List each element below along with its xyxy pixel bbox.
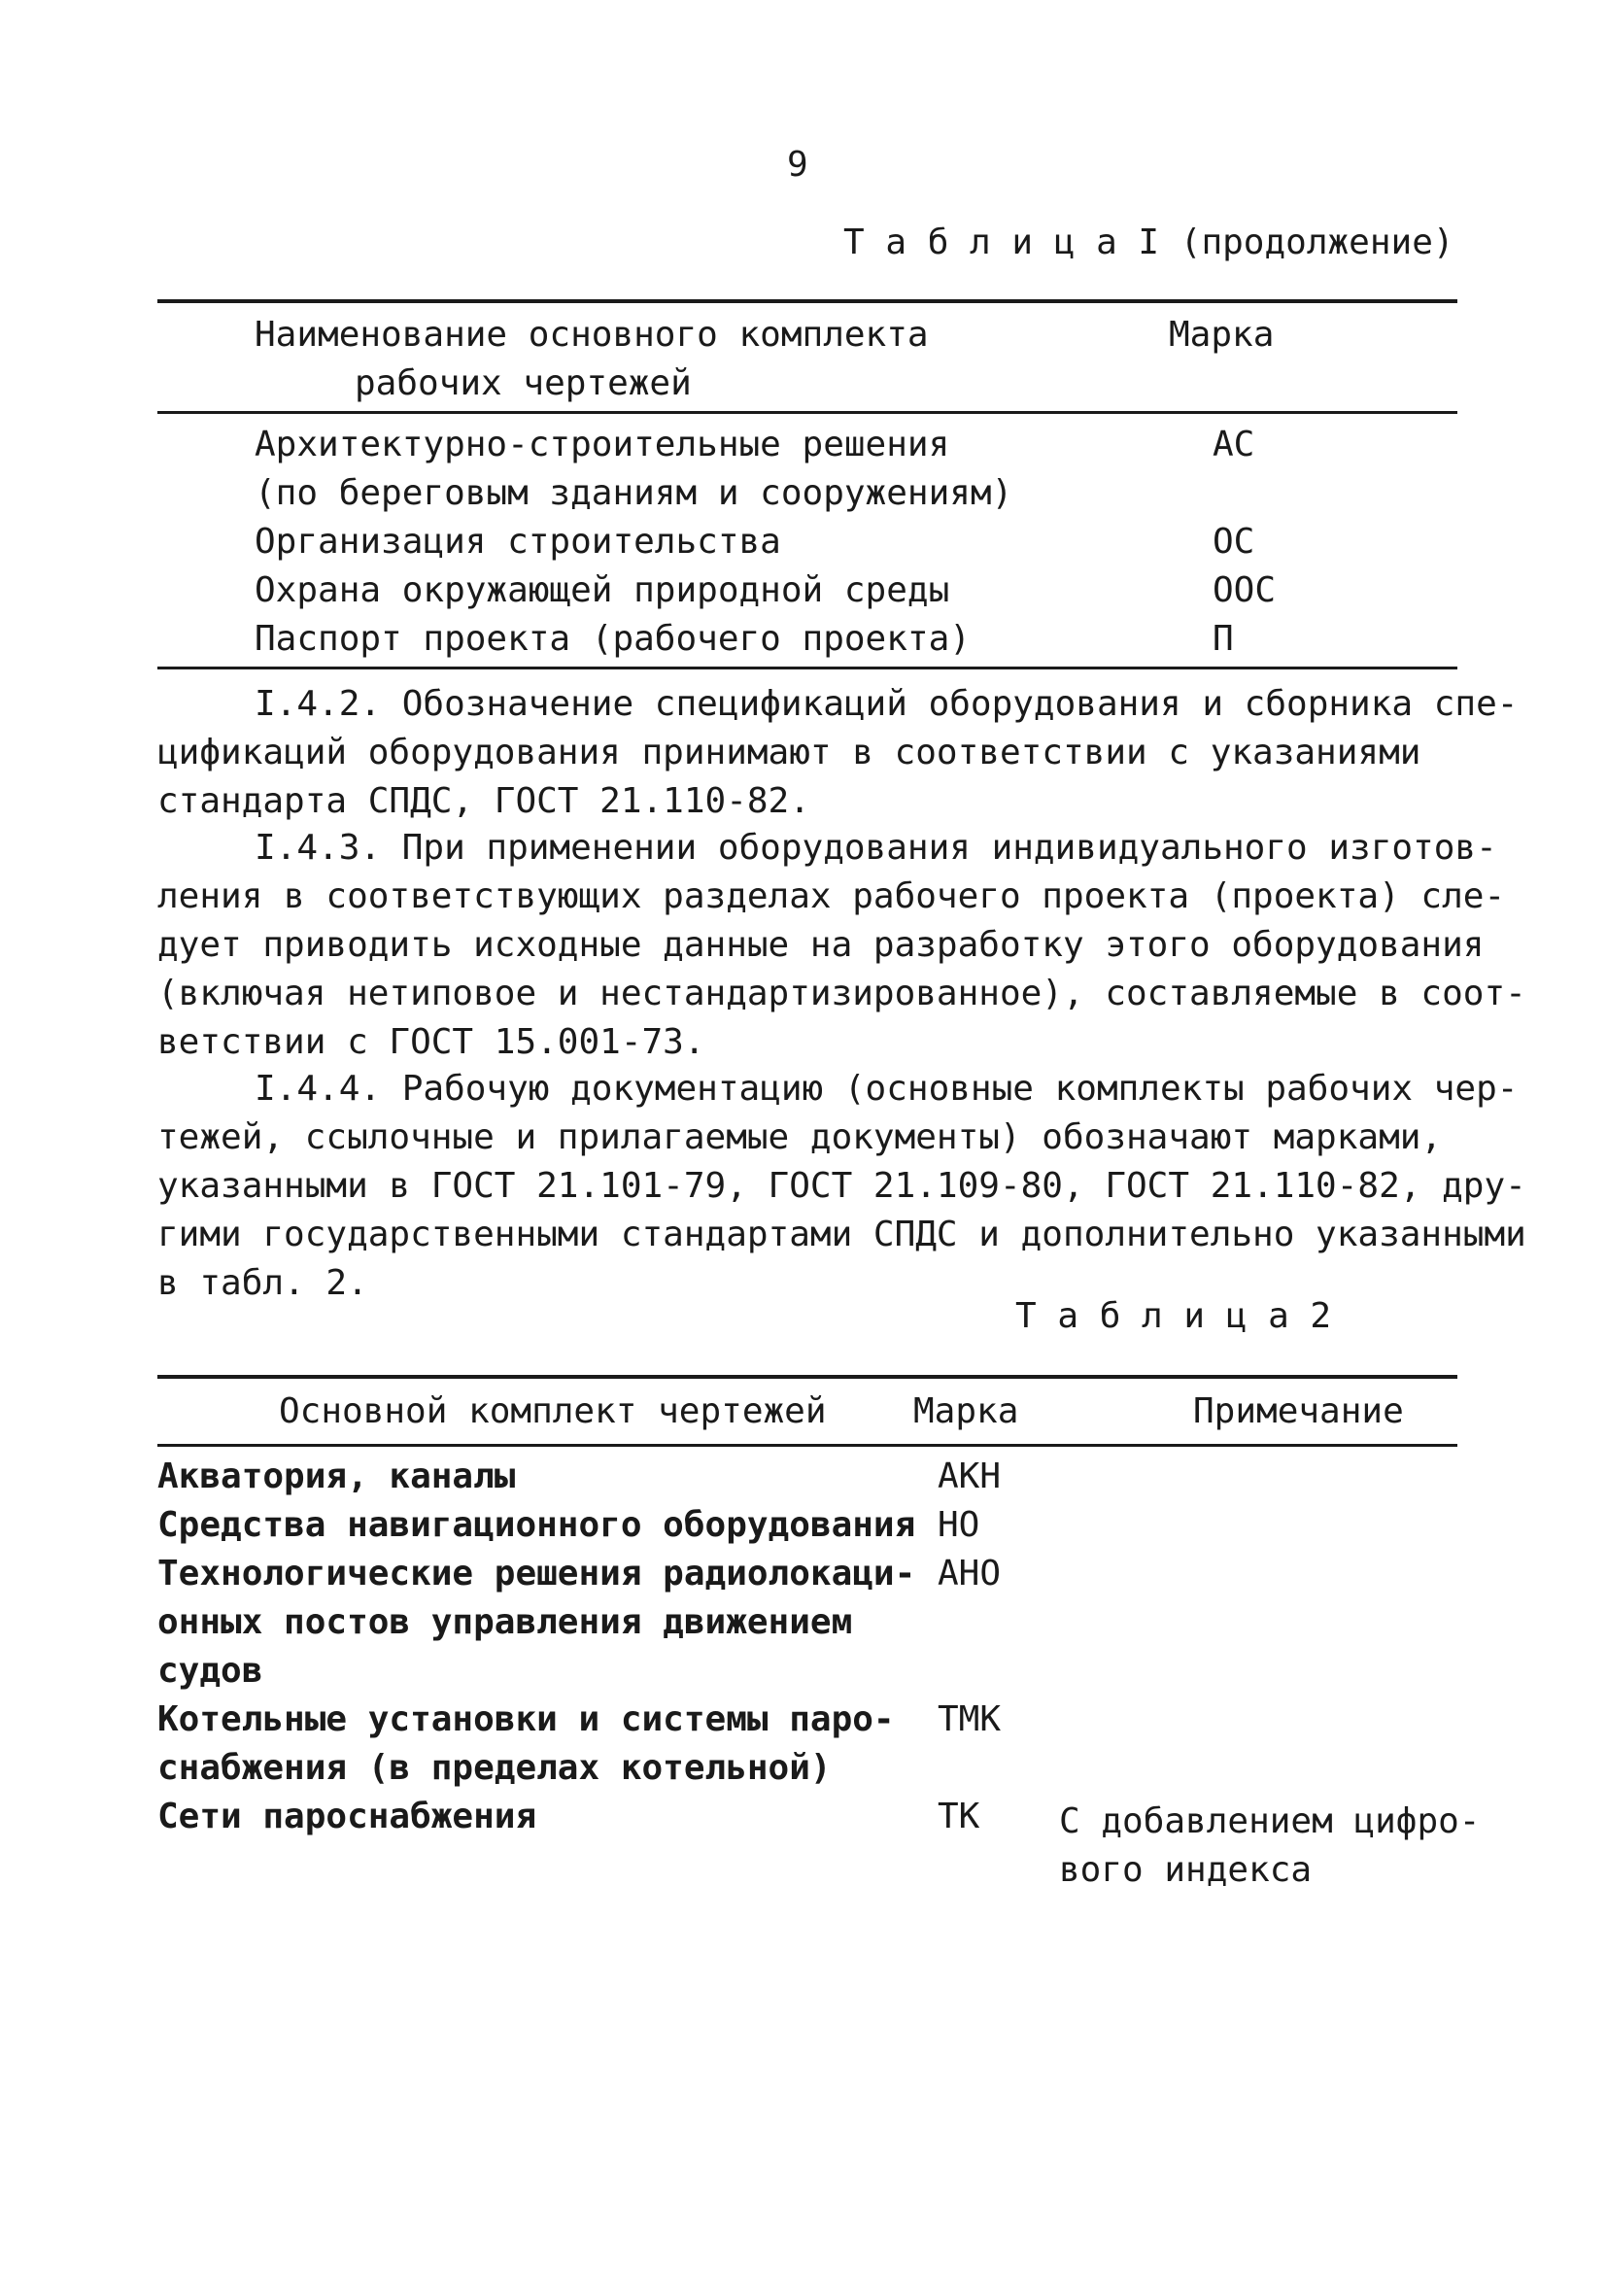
table1-header-name-cont: рабочих чертежей xyxy=(355,363,692,403)
paragraph-line: I.4.3. При применении оборудования индивидуального изготов- xyxy=(255,828,1497,868)
table2-row-name: Котельные установки и системы паро- xyxy=(157,1699,895,1739)
paragraph-line: (включая нетиповое и нестандартизированное), составляемые в соот- xyxy=(157,974,1526,1013)
table1-row-mark: П xyxy=(1213,619,1234,659)
table1-header-name: Наименование основного комплекта xyxy=(255,315,929,355)
table1-top-rule xyxy=(157,299,1457,303)
paragraph-line: I.4.2. Обозначение спецификаций оборудования и сборника спе- xyxy=(255,684,1519,724)
table2-row-name: снабжения (в пределах котельной) xyxy=(157,1748,832,1788)
paragraph-line: указанными в ГОСТ 21.101-79, ГОСТ 21.109-80, ГОСТ 21.110-82, дру- xyxy=(157,1166,1526,1206)
table1-row-name: Организация строительства xyxy=(255,522,781,562)
table1-caption: Т а б л и ц а I (продолжение) xyxy=(843,223,1454,262)
table1-row-name: Охрана окружающей природной среды xyxy=(255,570,950,610)
table2-row-mark: ТК xyxy=(938,1797,980,1836)
table2-row-name: Средства навигационного оборудования xyxy=(157,1505,916,1545)
paragraph-line: I.4.4. Рабочую документацию (основные комплекты рабочих чер- xyxy=(255,1069,1519,1109)
table1-header-rule xyxy=(157,411,1457,414)
table2-row-name: Технологические решения радиолокаци- xyxy=(157,1554,916,1593)
table2-top-rule xyxy=(157,1375,1457,1379)
paragraph-line: цификаций оборудования принимают в соответствии с указаниями xyxy=(157,733,1421,772)
table2-row-name: Акватория, каналы xyxy=(157,1456,516,1496)
page-number: 9 xyxy=(787,145,808,185)
table1-row-mark: ОС xyxy=(1213,522,1255,562)
table2-header-mark: Марка xyxy=(913,1391,1019,1431)
paragraph-line: стандарта СПДС, ГОСТ 21.110-82. xyxy=(157,781,810,821)
table2-row-mark: АНО xyxy=(938,1554,1002,1593)
table2-header-name: Основной комплект чертежей xyxy=(279,1391,827,1431)
table1-row-mark: АС xyxy=(1213,425,1255,464)
table1-row-name: Паспорт проекта (рабочего проекта) xyxy=(255,619,971,659)
table2-row-name: судов xyxy=(157,1651,263,1691)
table2-caption: Т а б л и ц а 2 xyxy=(1015,1296,1332,1336)
paragraph-line: дует приводить исходные данные на разработку этого оборудования xyxy=(157,925,1485,965)
table1-row-name: (по береговым зданиям и сооружениям) xyxy=(255,473,1013,513)
table2-row-mark: АКН xyxy=(938,1456,1002,1496)
paragraph-line: ления в соответствующих разделах рабочего проекта (проекта) сле- xyxy=(157,876,1506,916)
table2-row-name: онных постов управления движением xyxy=(157,1602,853,1642)
table1-row-name: Архитектурно-строительные решения xyxy=(255,425,950,464)
table1-header-mark: Марка xyxy=(1169,315,1275,355)
table1-bottom-rule xyxy=(157,667,1457,669)
table2-row-note: вого индекса xyxy=(1059,1850,1313,1890)
paragraph-line: ветствии с ГОСТ 15.001-73. xyxy=(157,1022,705,1062)
table2-header-rule xyxy=(157,1444,1457,1447)
table2-row-mark: НО xyxy=(938,1505,980,1545)
table2-row-name: Сети пароснабжения xyxy=(157,1797,537,1836)
paragraph-line: тежей, ссылочные и прилагаемые документы) обозначают марками, xyxy=(157,1117,1443,1157)
paragraph-line: гими государственными стандартами СПДС и дополнительно указанными xyxy=(157,1215,1526,1254)
table2-header-note: Примечание xyxy=(1193,1391,1404,1431)
table2-row-note: С добавлением цифро- xyxy=(1059,1801,1481,1841)
paragraph-line: в табл. 2. xyxy=(157,1263,368,1303)
table1-row-mark: ООС xyxy=(1213,570,1277,610)
table2-row-mark: ТМК xyxy=(938,1699,1002,1739)
